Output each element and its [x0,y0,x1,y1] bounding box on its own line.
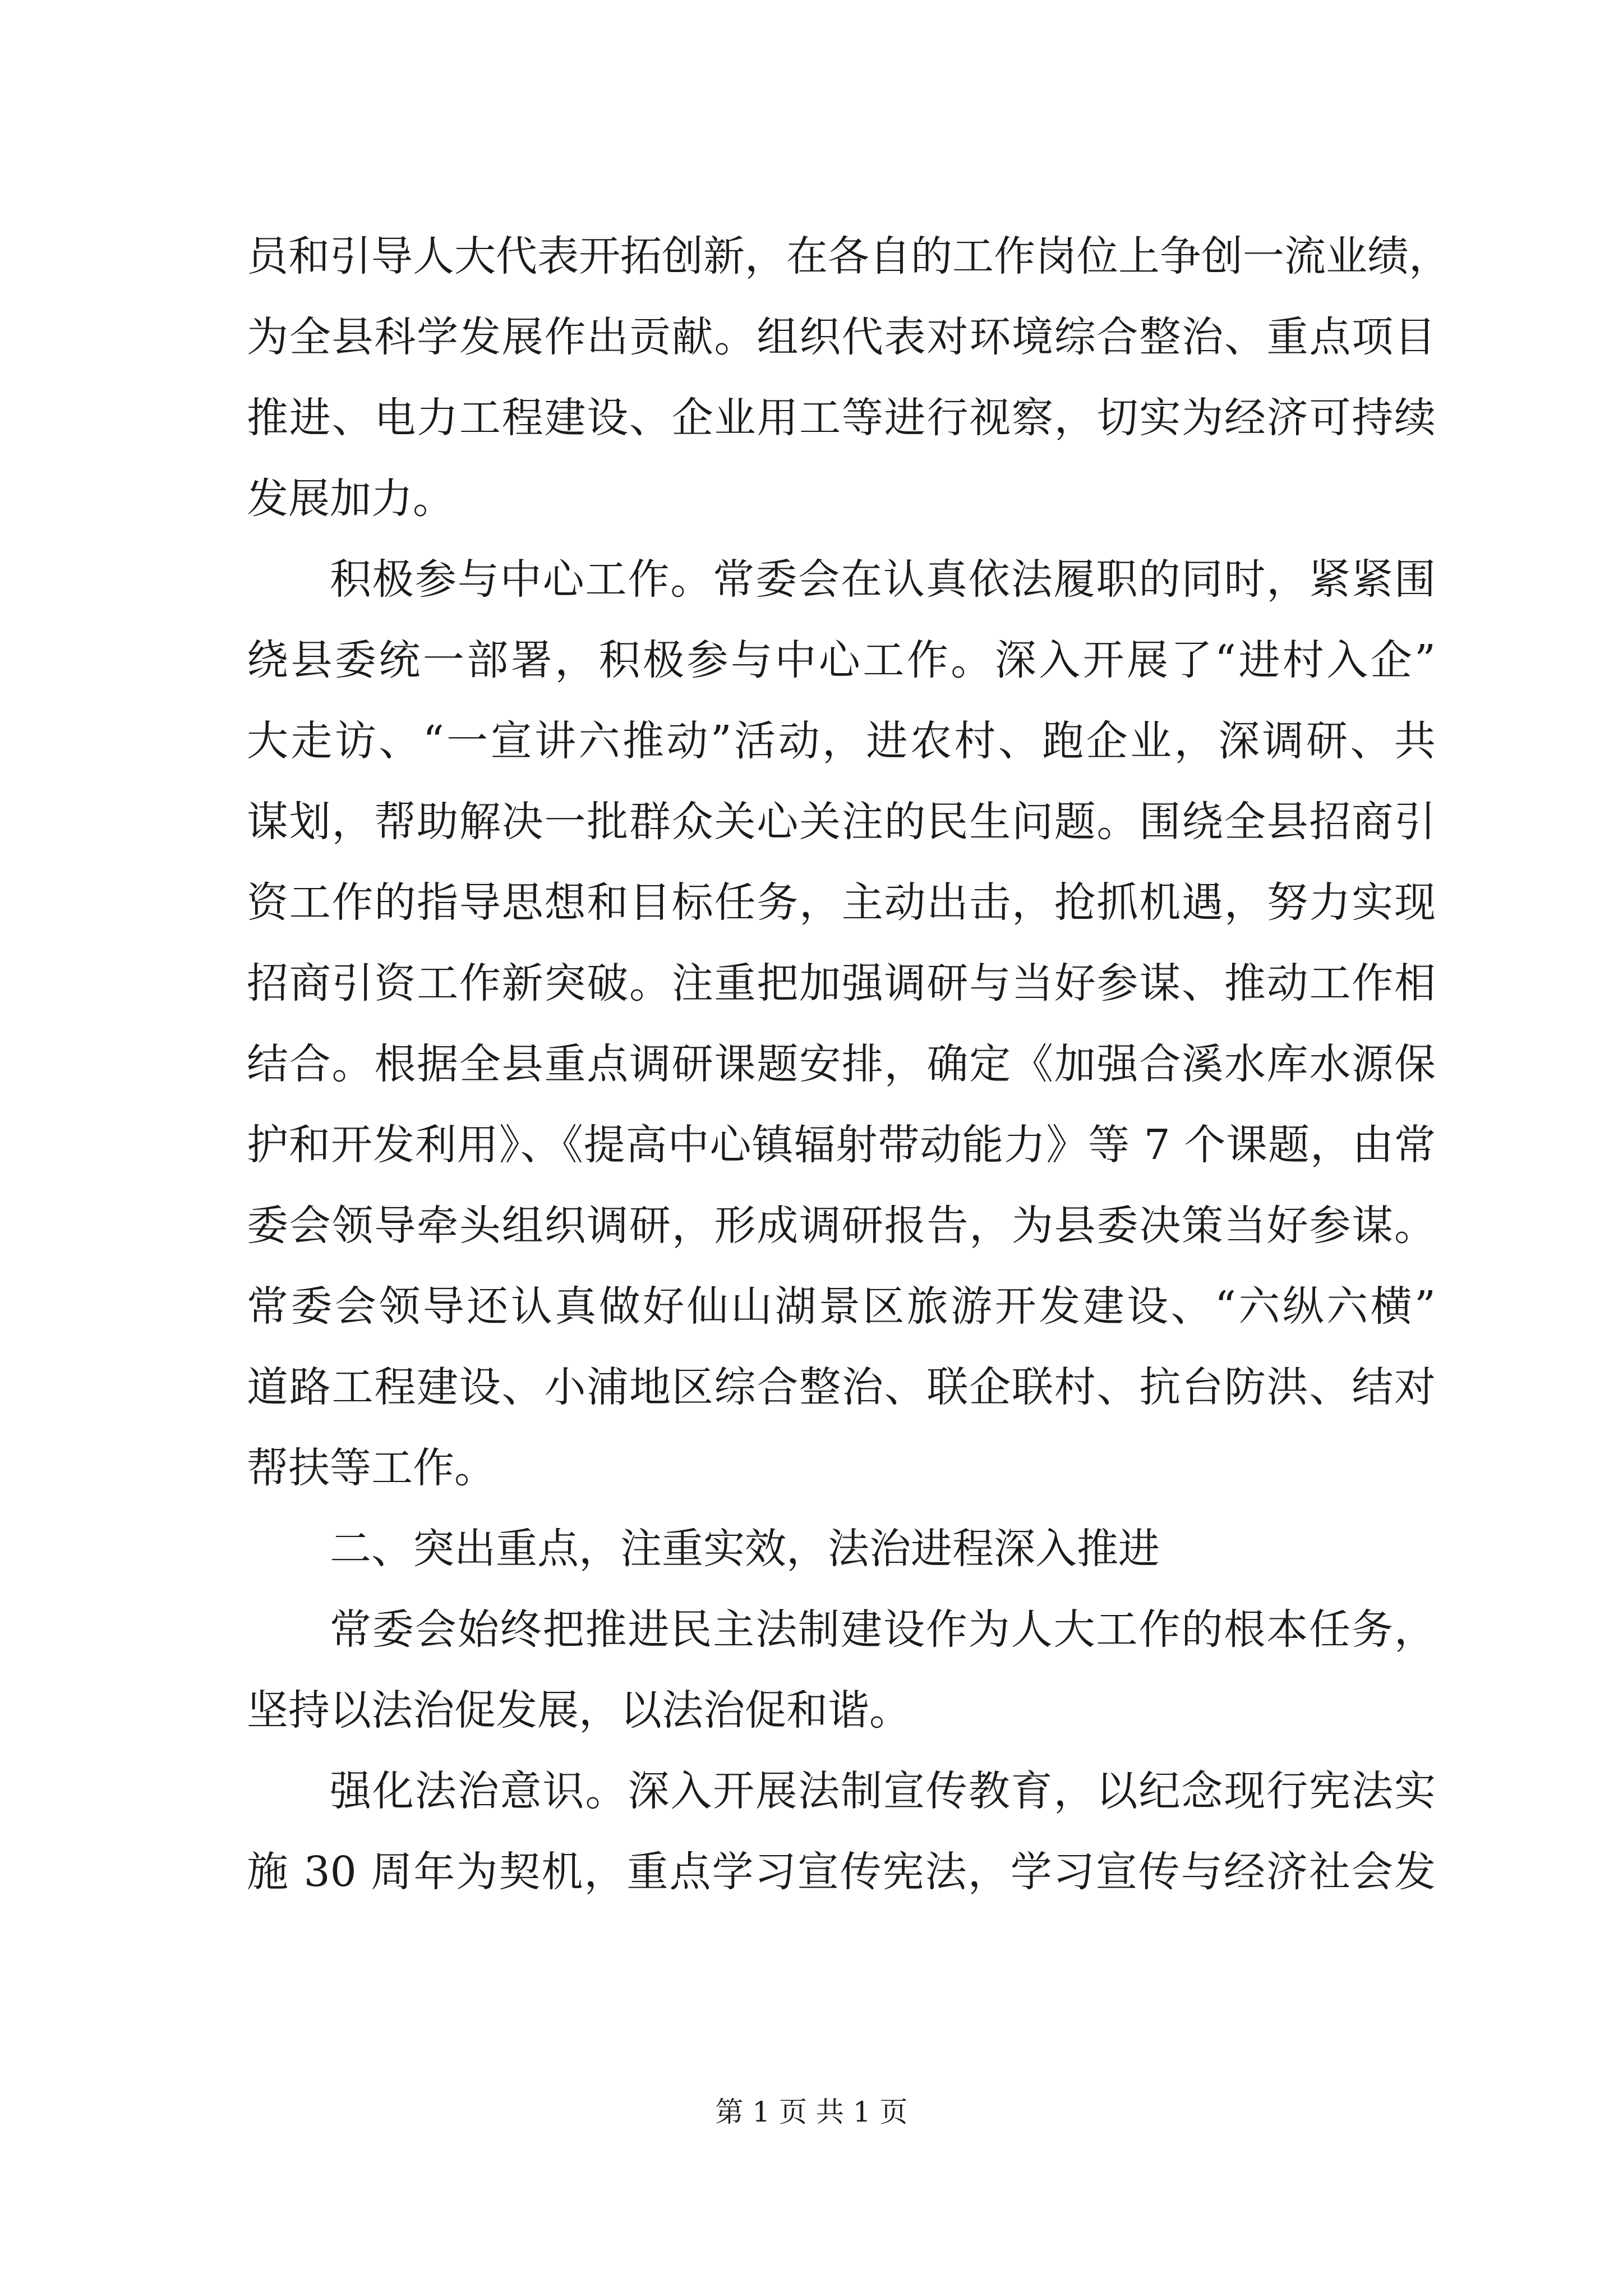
paragraph-2-line-3: 大走访、“一宣讲六推动”活动，进农村、跑企业，深调研、共 [247,717,1436,765]
paragraph-1-line-4: 发展加力。 [247,475,454,523]
paragraph-2-line-9: 委会领导牵头组织调研，形成调研报告，为县委决策当好参谋。 [247,1202,1436,1250]
paragraph-2-line-6: 招商引资工作新突破。注重把加强调研与当好参谋、推动工作相 [247,959,1436,1007]
paragraph-5-line-2: 施 30 周年为契机，重点学习宣传宪法，学习宣传与经济社会发 [247,1848,1436,1896]
paragraph-2-line-2: 绕县委统一部署，积极参与中心工作。深入开展了“进村入企” [247,636,1436,684]
page-number-footer: 第 1 页 共 1 页 [715,2096,908,2128]
paragraph-1-line-3: 推进、电力工程建设、企业用工等进行视察，切实为经济可持续 [247,394,1436,442]
paragraph-2-line-12: 帮扶等工作。 [247,1444,496,1492]
paragraph-2-line-11: 道路工程建设、小浦地区综合整治、联企联村、抗台防洪、结对 [247,1363,1436,1411]
paragraph-2-line-8: 护和开发利用》、《提高中心镇辐射带动能力》等 7 个课题，由常 [247,1121,1436,1169]
document-body [247,216,1450,1912]
paragraph-1-line-2: 为全县科学发展作出贡献。组织代表对环境综合整治、重点项目 [247,313,1436,361]
section-heading: 二、突出重点，注重实效，法治进程深入推进 [330,1525,1160,1573]
paragraph-4-line-2: 坚持以法治促发展，以法治促和谐。 [247,1686,911,1734]
paragraph-2-line-4: 谋划，帮助解决一批群众关心关注的民生问题。围绕全县招商引 [247,798,1436,846]
paragraph-2-line-7: 结合。根据全县重点调研课题安排，确定《加强合溪水库水源保 [247,1040,1436,1088]
paragraph-2-line-10: 常委会领导还认真做好仙山湖景区旅游开发建设、“六纵六横” [247,1282,1436,1331]
paragraph-1-line-1: 员和引导人大代表开拓创新，在各自的工作岗位上争创一流业绩， [247,232,1450,280]
paragraph-2-line-1: 积极参与中心工作。常委会在认真依法履职的同时，紧紧围 [330,555,1436,604]
paragraph-2-line-5: 资工作的指导思想和目标任务，主动出击，抢抓机遇，努力实现 [247,878,1436,927]
paragraph-4-line-1: 常委会始终把推进民主法制建设作为人大工作的根本任务， [330,1605,1436,1654]
paragraph-5-line-1: 强化法治意识。深入开展法制宣传教育，以纪念现行宪法实 [330,1767,1436,1815]
